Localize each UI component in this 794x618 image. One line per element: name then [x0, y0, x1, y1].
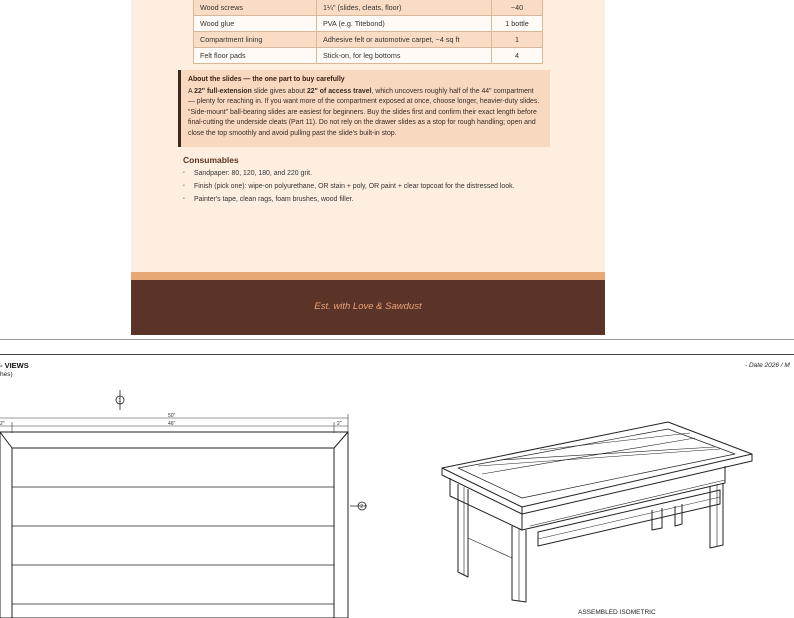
callout-text: , which uncovers roughly half of the 44" compartment — plenty for reaching in. If you want more of the compartment exposed at once, choose longer, heavier-duty slides. "Side-mount" ball-bearing slides are easiest for beginners. Buy the slides first and confirm their exact length before final-cutting the underside cleats (Part 11). Do not rely on the drawer slides as a stop for rough handling; open and close the top smoothly and avoid pulling past the slide's built-in stop.	[188, 87, 540, 137]
sheet-title: - VIEWS	[0, 361, 29, 370]
dim-left-label: 2"	[0, 421, 5, 427]
bullet-icon: •	[183, 170, 185, 176]
section-marker-2[interactable]	[350, 502, 367, 510]
table-row	[194, 0, 543, 16]
bullet-icon: •	[183, 183, 185, 189]
consumables-heading: Consumables	[183, 155, 239, 165]
list-item-text: Painter's tape, clean rags, foam brushes, wood filler.	[194, 196, 354, 203]
section-marker-2-label: 2	[360, 504, 364, 510]
dim-inner-label: 46"	[168, 421, 176, 427]
callout-text: A	[188, 87, 195, 95]
slides-callout	[178, 70, 550, 147]
isometric-drawing	[430, 418, 760, 608]
dim-overall-label: 50"	[168, 413, 176, 419]
table-cell-qty: 1	[492, 32, 543, 48]
dimension-inner	[0, 421, 348, 433]
list-item-text: Sandpaper: 80, 120, 180, and 220 grit.	[194, 170, 312, 177]
table-row	[194, 16, 543, 32]
table-cell-item: Compartment lining	[194, 32, 317, 48]
list-item	[183, 196, 354, 203]
callout-body	[188, 87, 542, 140]
table-cell-item: Wood screws	[194, 0, 317, 16]
table-cell-spec: PVA (e.g. Titebond)	[317, 16, 492, 32]
table-cell-spec: 1¼" (slides, cleats, floor)	[317, 0, 492, 16]
callout-strong-slide: 22" full-extension	[194, 87, 252, 95]
table-cell-spec: Adhesive felt or automotive carpet, ~4 sq ft	[317, 32, 492, 48]
page-footer	[131, 280, 605, 335]
page-divider	[0, 339, 794, 340]
callout-text: slide gives about	[251, 87, 307, 95]
table-cell-qty: 4	[492, 48, 543, 64]
table-cell-qty: ~40	[492, 0, 543, 16]
section-marker-1-label: 1	[118, 398, 122, 404]
table-cell-item: Felt floor pads	[194, 48, 317, 64]
table-cell-spec: Stick-on, for leg bottoms	[317, 48, 492, 64]
callout-strong-travel: 22" of access travel	[306, 87, 372, 95]
materials-table	[193, 0, 543, 64]
iso-apron	[450, 466, 725, 546]
document-page	[131, 0, 605, 335]
sheet-date: - Date 2026 / M	[745, 362, 790, 369]
isometric-view-label: ASSEMBLED ISOMETRIC	[578, 609, 656, 616]
list-item	[183, 170, 312, 177]
sheet-border-top	[0, 354, 794, 355]
table-row	[194, 48, 543, 64]
footer-tagline: Est. with Love & Sawdust	[314, 301, 422, 312]
section-marker-1[interactable]	[116, 390, 124, 410]
list-item-text: Finish (pick one): wipe-on polyurethane, OR stain + poly, OR paint + clear topcoat for the distressed look.	[194, 183, 515, 190]
sheet-subtitle: hes)	[0, 371, 13, 378]
tabletop-top-view	[0, 432, 348, 618]
table-cell-qty: 1 bottle	[492, 16, 543, 32]
table-cell-item: Wood glue	[194, 16, 317, 32]
dim-right-label: 2"	[337, 421, 342, 427]
table-row	[194, 32, 543, 48]
bullet-icon: •	[183, 196, 185, 202]
callout-title: About the slides — the one part to buy carefully	[188, 76, 345, 83]
top-view-drawing	[0, 388, 370, 618]
iso-legs	[458, 483, 723, 602]
footer-accent-stripe	[131, 272, 605, 280]
list-item	[183, 183, 514, 190]
